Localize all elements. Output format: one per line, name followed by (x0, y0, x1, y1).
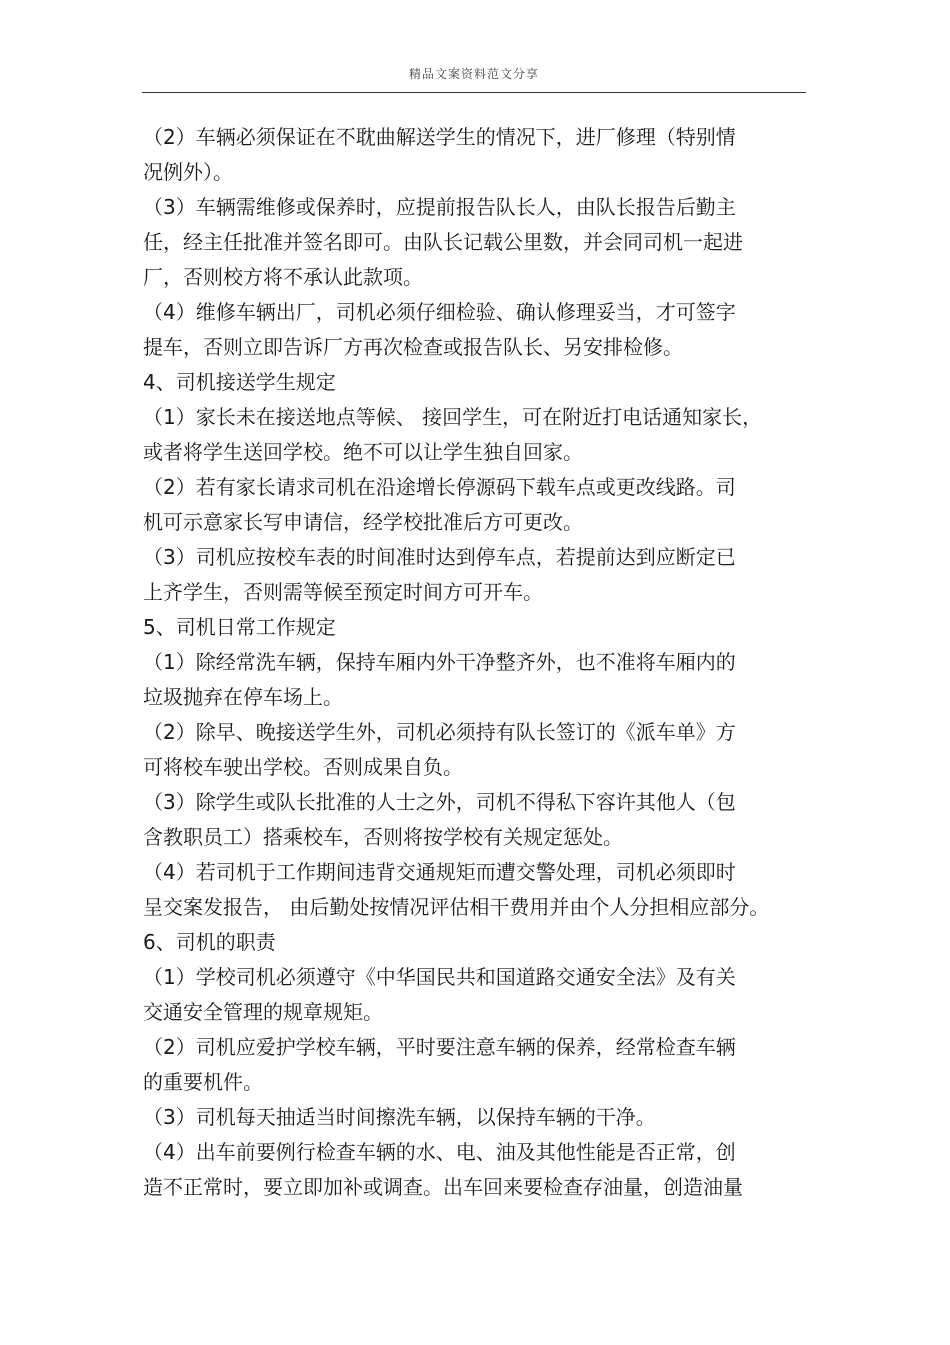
section-heading: 5、司机日常工作规定 (143, 615, 336, 639)
text-line: 提车，否则立即告诉厂方再次检查或报告队长、另安排检修。 (143, 335, 683, 359)
text-line: （2）除早、晚接送学生外，司机必须持有队长签订的《派车单》方 (143, 720, 736, 744)
text-line: （4）出车前要例行检查车辆的水、电、油及其他性能是否正常，创 (143, 1140, 736, 1164)
text-line: （3）车辆需维修或保养时，应提前报告队长人，由队长报告后勤主 (143, 195, 736, 219)
text-line: 况例外）。 (143, 160, 233, 184)
text-line: 可将校车驶出学校。否则成果自负。 (143, 755, 463, 779)
text-line: 交通安全管理的规章规矩。 (143, 1000, 383, 1024)
text-line: 任，经主任批准并签名即可。由队长记载公里数，并会同司机一起进 (143, 230, 743, 254)
text-line: （1）学校司机必须遵守《中华国民共和国道路交通安全法》及有关 (143, 965, 736, 989)
text-line: （4）若司机于工作期间违背交通规矩而遭交警处理，司机必须即时 (143, 860, 736, 884)
text-line: 垃圾抛弃在停车场上。 (143, 685, 343, 709)
text-line: 上齐学生，否则需等候至预定时间方可开车。 (143, 580, 543, 604)
text-line: （3）除学生或队长批准的人士之外，司机不得私下容许其他人（包 (143, 790, 736, 814)
document-body (143, 120, 803, 1205)
text-line: （2）车辆必须保证在不耽曲解送学生的情况下，进厂修理（特别情 (143, 125, 736, 149)
text-line: （3）司机应按校车表的时间准时达到停车点，若提前达到应断定已 (143, 545, 736, 569)
text-line: 机可示意家长写申请信，经学校批准后方可更改。 (143, 510, 583, 534)
page-header (142, 62, 806, 93)
text-line: 的重要机件。 (143, 1070, 263, 1094)
section-heading: 4、司机接送学生规定 (143, 370, 336, 394)
text-line: 厂，否则校方将不承认此款项。 (143, 265, 423, 289)
text-line: （2）若有家长请求司机在沿途增长停源码下载车点或更改线路。司 (143, 475, 736, 499)
text-line: （4）维修车辆出厂，司机必须仔细检验、确认修理妥当，才可签字 (143, 300, 736, 324)
text-line: （2）司机应爱护学校车辆，平时要注意车辆的保养，经常检查车辆 (143, 1035, 736, 1059)
text-line: 或者将学生送回学校。绝不可以让学生独自回家。 (143, 440, 583, 464)
text-line: 造不正常时，要立即加补或调查。出车回来要检查存油量，创造油量 (143, 1175, 743, 1199)
text-line: （3）司机每天抽适当时间擦洗车辆，以保持车辆的干净。 (143, 1105, 656, 1129)
text-line: （1）家长未在接送地点等候、 接回学生，可在附近打电话通知家长， (143, 405, 763, 429)
text-line: 含教职员工）搭乘校车，否则将按学校有关规定惩处。 (143, 825, 623, 849)
section-heading: 6、司机的职责 (143, 930, 276, 954)
header-title: 精品文案资料范文分享 (408, 67, 539, 81)
text-line: 呈交案发报告， 由后勤处按情况评估相干费用并由个人分担相应部分。 (143, 895, 770, 919)
text-line: （1）除经常洗车辆，保持车厢内外干净整齐外，也不准将车厢内的 (143, 650, 736, 674)
